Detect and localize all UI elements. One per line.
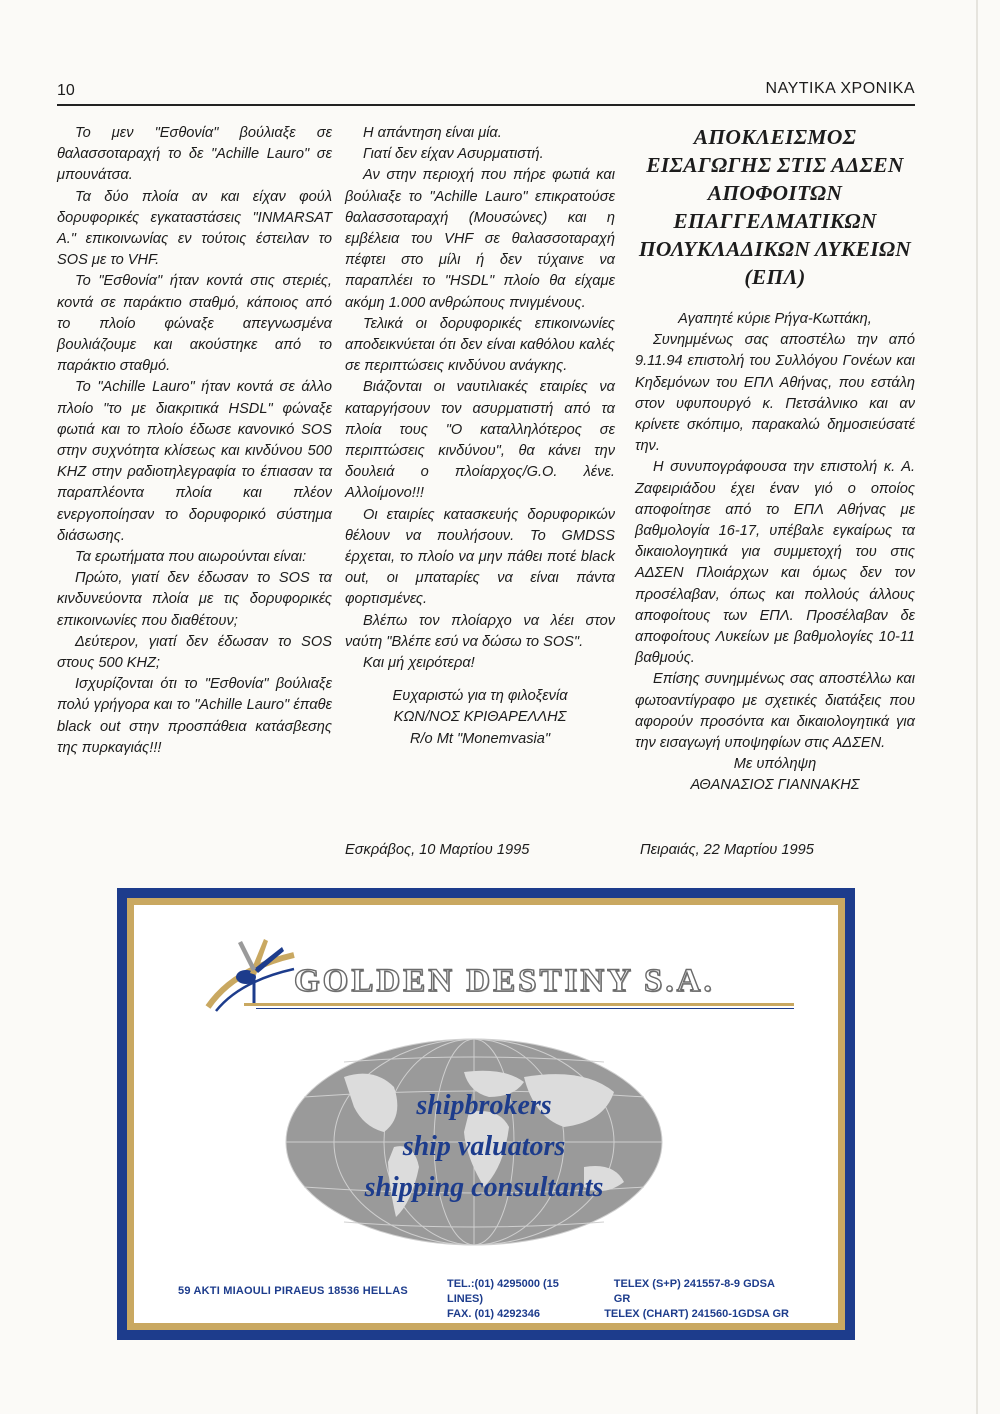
author-signature: ΚΩΝ/ΝΟΣ ΚΡΙΘΑΡΕΛΛΗΣ: [393, 709, 567, 726]
golden-destiny-advertisement: [117, 888, 855, 1340]
article-column-1: [57, 123, 332, 759]
paragraph: Το "Achille Lauro" ήταν κοντά σε άλλο πλοίο "το με διακριτικά HSDL" φώναξε φωτιά και το πλοίο έδωσε κανονικό SOS στην συχνότητα κλίσεως και κινδύνου 500 KHZ στην ραδιοτηλεγραφία το έπιασαν τα παραπλέοντα πλοία και πλέον ενεργοποίησαν το δορυφορικό σύστημα διάσωσης.: [57, 379, 332, 544]
paragraph: Γιατί δεν είχαν Ασυρματιστή.: [363, 146, 544, 163]
contact-details: [447, 1277, 789, 1322]
paragraph: Η συνυπογράφουσα την επιστολή κ. Α. Ζαφειριάδου έχει έναν γιό ο οποίος αποφοίτησε από το ΕΠΛ Αθήνας με βαθμολογία 16-17, υπέβαλε εγκαίρως τα δικαιολογητικά για συμμετοχή του στις ΑΔΣΕΝ Πλοιάρχων και όμως δεν τον προσέλαβαν, όπως και πολλούς άλλους αποφοίτους των ΕΠΛ. Προσέλαβαν δε αποφοίτους Λυκείων με βαθμολογίες 10-11 βαθμούς.: [635, 459, 915, 667]
paragraph: Τα ερωτήματα που αιωρούνται είναι:: [75, 549, 307, 566]
paragraph: Δεύτερον, γιατί δεν έδωσαν το SOS στους 500 KHZ;: [57, 633, 332, 672]
paragraph: Βλέπω τον πλοίαρχο να λέει στον ναύτη "Βλέπε εσύ να δώσω το SOS".: [345, 612, 615, 650]
paragraph: Τα δύο πλοία αν και είχαν φούλ δορυφορικές εγκαταστάσεις "INMARSAT A." επικοινωνίας εν τούτοις έστειλαν το SOS με το VHF.: [57, 188, 332, 269]
page-number: 10: [57, 82, 75, 99]
telephone: TEL.:(01) 4295000 (15 LINES): [447, 1278, 559, 1305]
paragraph: Και μή χειρότερα!: [363, 655, 475, 672]
contact-row: [447, 1277, 789, 1307]
paragraph: Οι εταιρίες κατασκευής δορυφορικών θέλουν να πουλήσουν. Το GMDSS έρχεται, το πλοίο να μην πάθει ποτέ black out, οι μπαταρίες να είναι πάντα φορτισμένες.: [345, 506, 615, 608]
paragraph: Συνημμένως σας αποστέλω την από 9.11.94 επιστολή του Συλλόγου Γονέων και Κηδεμόνων του ΕΠΛ Αθήνας, που εστάλη στον υφυπουργό κ. Πετσάλνικο και αν κρίνετε σκόπιμο, παρακαλώ δημοσιεύσατέ την.: [635, 332, 915, 455]
company-name: GOLDEN DESTINY S.A.: [294, 963, 715, 999]
closing: Με υπόληψη: [733, 756, 817, 773]
contact-row: [447, 1307, 789, 1322]
logo-underline-gold: [244, 1003, 794, 1006]
paragraph: Βιάζονται οι ναυτιλιακές εταιρίες να καταργήσουν τον ασυρματιστή από τα πλοία τους "Ο καταλληλότερος σε περιπτώσεις κινδύνου", θα κάνει την δουλειά ο πλοίαρχος/G.O. λένε. Αλλοίμονο!!!: [345, 379, 615, 502]
paragraph: Ισχυρίζονται ότι το "Εσθονία" βούλιαξε πολύ γρήγορα και το "Achille Lauro" έπαθε black out στην προσπάθεια κατάσβεσης της πυρκαγιάς!!!: [57, 676, 332, 756]
paragraph: Επίσης συνημμένως σας αποστέλλω και φωτοαντίγραφο με σχετικές διατάξεις που αφορούν προσόντα και δικαιολογητικά για την εισαγωγή υποψηφίων στις ΑΔΣΕΝ.: [635, 671, 915, 752]
ad-gold-frame: [127, 898, 845, 1330]
ad-content: [134, 905, 838, 1323]
letter-column-3: [635, 123, 915, 797]
author-signature: ΑΘΑΝΑΣΙΟΣ ΓΙΑΝΝΑΚΗΣ: [690, 777, 860, 794]
service-item: shipbrokers: [416, 1090, 552, 1121]
signoff: Ευχαριστώ για τη φιλοξενία: [392, 688, 568, 705]
paragraph: Αν στην περιοχή που πήρε φωτιά και βούλιαξε το "Achille Lauro" επικρατούσε θαλασσοταραχή (Μουσώνες) και η εμβέλεια του VHF σε θαλασσοταραχή πέφτει στο μίλι ή δεν τύχαινε να παραπλέει το "HSDL" πλοίο θα είχαμε ακόμη 1.000 ανθρώπους πνιγμένους.: [345, 167, 615, 311]
telex: TELEX (CHART) 241560-1GDSA GR: [604, 1308, 789, 1320]
telex: TELEX (S+P) 241557-8-9 GDSA GR: [613, 1278, 775, 1305]
paragraph: Η απάντηση είναι μία.: [363, 125, 502, 141]
service-item: shipping consultants: [364, 1172, 604, 1203]
logo-underline-blue: [256, 1008, 794, 1009]
salutation: Αγαπητέ κύριε Ρήγα-Κωττάκη,: [678, 311, 872, 327]
company-address: 59 AKTI MIAOULI PIRAEUS 18536 HELLAS: [178, 1285, 408, 1297]
paragraph: Το μεν "Εσθονία" βούλιαξε σε θαλασσοταραχή το δε "Achille Lauro" σε μπουνάτσα.: [57, 125, 332, 184]
dateline-column-3: Πειραιάς, 22 Μαρτίου 1995: [640, 842, 814, 858]
fax: FAX. (01) 4292346: [447, 1308, 540, 1320]
author-title: R/o Mt "Monemvasia": [409, 730, 551, 747]
paragraph: Τελικά οι δορυφορικές επικοινωνίες αποδεικνύεται ότι δεν είναι καθόλου καλές σε περιπτώσεις κινδύνου ανάγκης.: [345, 315, 615, 375]
service-item: ship valuators: [402, 1131, 566, 1162]
dateline-column-2: Εσκράβος, 10 Μαρτίου 1995: [345, 842, 530, 858]
services-list: [314, 1085, 654, 1208]
letter-headline: ΑΠΟΚΛΕΙΣΜΟΣ ΕΙΣΑΓΩΓΗΣ ΣΤΙΣ ΑΔΣΕΝ ΑΠΟΦΟΙΤΩΝ ΕΠΑΓΓΕΛΜΑΤΙΚΩΝ ΠΟΛΥΚΛΑΔΙΚΩΝ ΛΥΚΕΙΩΝ (ΕΠΛ): [638, 125, 912, 289]
paragraph: Πρώτο, γιατί δεν έδωσαν το SOS τα κινδυνεύοντα πλοία με τις δορυφορικές επικοινωνίες που διαθέτουν;: [57, 570, 332, 629]
publication-title: ΝΑΥΤΙΚΑ ΧΡΟΝΙΚΑ: [765, 80, 915, 97]
paragraph: Το "Εσθονία" ήταν κοντά στις στεριές, κοντά σε παράκτιο σταθμό, κάποιος από το πλοίο φώναξε απεγνωσμένα βουλιάζουμε και ακούστηκε από το παράκτιο σταθμό.: [57, 273, 332, 375]
page-header: [57, 80, 915, 106]
article-column-2: [345, 123, 615, 750]
